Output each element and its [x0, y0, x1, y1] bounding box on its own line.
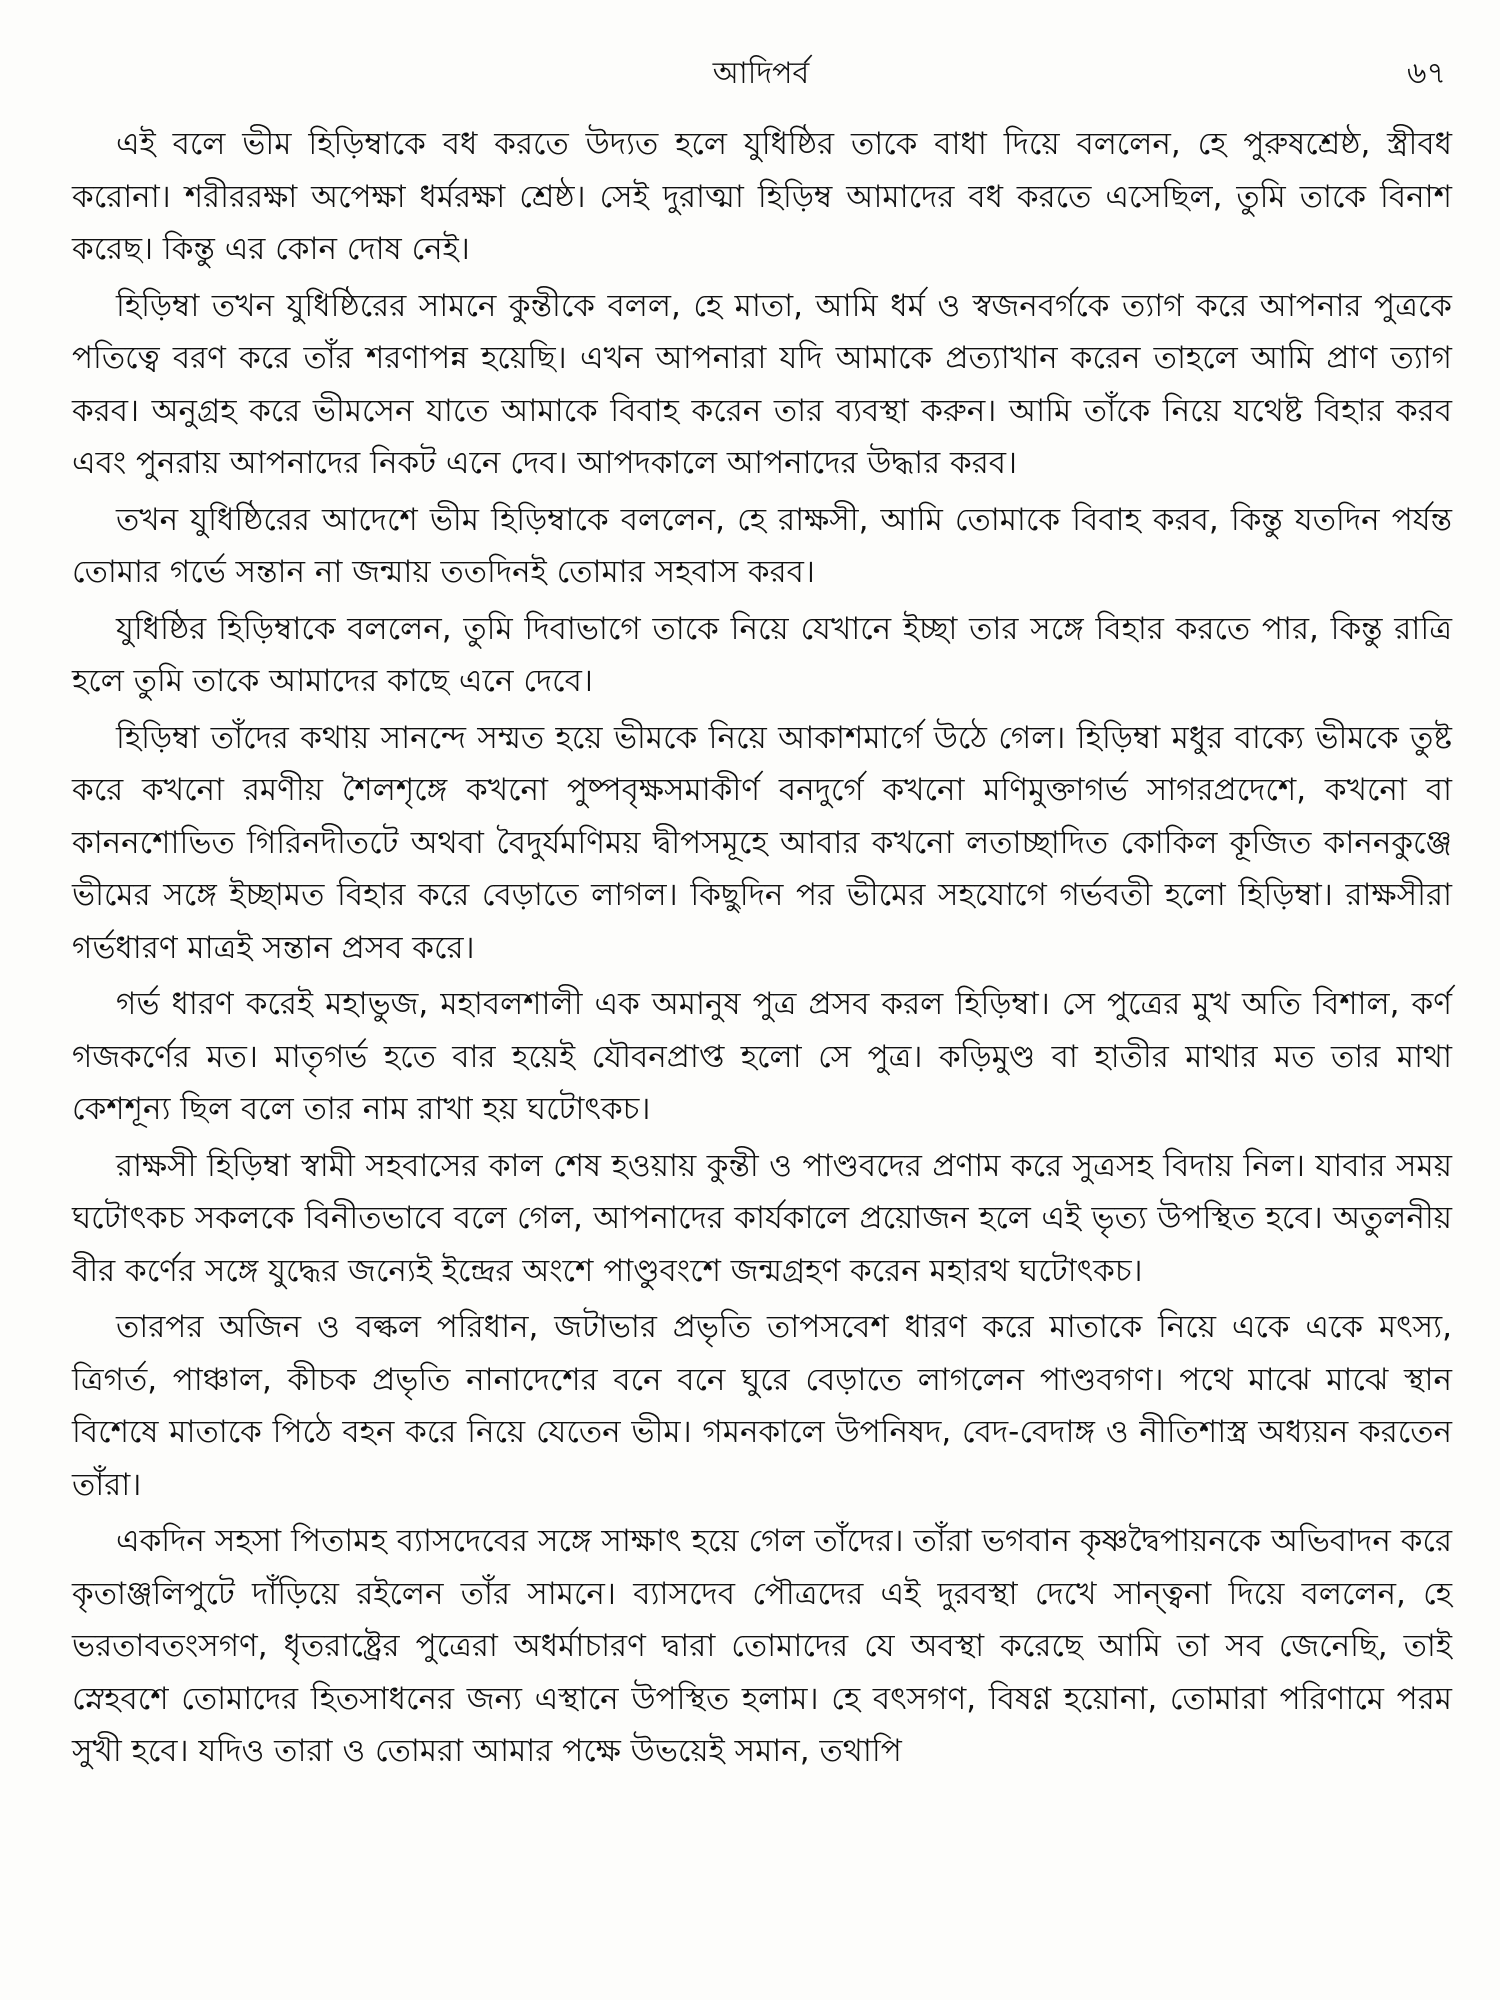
- paragraph: তখন যুধিষ্ঠিরের আদেশে ভীম হিড়িম্বাকে বললেন, হে রাক্ষসী, আমি তোমাকে বিবাহ করব, কিন্তু যতদিন পর্যন্ত তোমার গর্ভে সন্তান না জন্মায় ততদিনই তোমার সহবাস করব।: [72, 501, 1452, 590]
- paragraph: যুধিষ্ঠির হিড়িম্বাকে বললেন, তুমি দিবাভাগে তাকে নিয়ে যেখানে ইচ্ছা তার সঙ্গে বিহার করতে পার, কিন্তু রাত্রি হলে তুমি তাকে আমাদের কাছে এনে দেবে।: [72, 610, 1452, 699]
- paragraph: রাক্ষসী হিড়িম্বা স্বামী সহবাসের কাল শেষ হওয়ায় কুন্তী ও পাণ্ডবদের প্রণাম করে সুত্রসহ বিদায় নিল। যাবার সময় ঘটোৎকচ সকলকে বিনীতভাবে বলে গেল, আপনাদের কার্যকালে প্রয়োজন হলে এই ভৃত্য উপস্থিত হবে। অতুলনীয় বীর কর্ণের সঙ্গে যুদ্ধের জন্যেই ইন্দ্রের অংশে পাণ্ডুবংশে জন্মগ্রহণ করেন মহারথ ঘটোৎকচ।: [72, 1147, 1452, 1289]
- paragraph: গর্ভ ধারণ করেই মহাভুজ, মহাবলশালী এক অমানুষ পুত্র প্রসব করল হিড়িম্বা। সে পুত্রের মুখ অতি বিশাল, কর্ণ গজকর্ণের মত। মাতৃগর্ভ হতে বার হয়েই যৌবনপ্রাপ্ত হলো সে পুত্র। কড়িমুণ্ড বা হাতীর মাথার মত তার মাথা কেশশূন্য ছিল বলে তার নাম রাখা হয় ঘটোৎকচ।: [72, 986, 1452, 1127]
- page-number: ৬৭: [1406, 56, 1446, 91]
- paragraph: এই বলে ভীম হিড়িম্বাকে বধ করতে উদ্যত হলে যুধিষ্ঠির তাকে বাধা দিয়ে বললেন, হে পুরুষশ্রেষ্ঠ, স্ত্রীবধ করোনা। শরীররক্ষা অপেক্ষা ধর্মরক্ষা শ্রেষ্ঠ। সেই দুরাত্মা হিড়িম্ব আমাদের বধ করতে এসেছিল, তুমি তাকে বিনাশ করেছ। কিন্তু এর কোন দোষ নেই।: [72, 126, 1452, 267]
- paragraph: তারপর অজিন ও বল্কল পরিধান, জটাভার প্রভৃতি তাপসবেশ ধারণ করে মাতাকে নিয়ে একে একে মৎস্য, ত্রিগর্ত, পাঞ্চাল, কীচক প্রভৃতি নানাদেশের বনে বনে ঘুরে বেড়াতে লাগলেন পাণ্ডবগণ। পথে মাঝে মাঝে স্থান বিশেষে মাতাকে পিঠে বহন করে নিয়ে যেতেন ভীম। গমনকালে উপনিষদ, বেদ-বেদাঙ্গ ও নীতিশাস্ত্র অধ্যয়ন করতেন তাঁরা।: [72, 1309, 1452, 1503]
- body-text: [72, 118, 1452, 1782]
- paragraph: হিড়িম্বা তাঁদের কথায় সানন্দে সম্মত হয়ে ভীমকে নিয়ে আকাশমার্গে উঠে গেল। হিড়িম্বা মধুর বাক্যে ভীমকে তুষ্ট করে কখনো রমণীয় শৈলশৃঙ্গে কখনো পুষ্পবৃক্ষসমাকীর্ণ বনদুর্গে কখনো মণিমুক্তাগর্ভ সাগরপ্রদেশে, কখনো বা কাননশোভিত গিরিনদীতটে অথবা বৈদুর্যমণিময় দ্বীপসমূহে আবার কখনো লতাচ্ছাদিত কোকিল কূজিত কাননকুঞ্জে ভীমের সঙ্গে ইচ্ছামত বিহার করে বেড়াতে লাগল। কিছুদিন পর ভীমের সহযোগে গর্ভবতী হলো হিড়িম্বা। রাক্ষসীরা গর্ভধারণ মাত্রই সন্তান প্রসব করে।: [72, 719, 1452, 966]
- paragraph: হিড়িম্বা তখন যুধিষ্ঠিরের সামনে কুন্তীকে বলল, হে মাতা, আমি ধর্ম ও স্বজনবর্গকে ত্যাগ করে আপনার পুত্রকে পতিত্বে বরণ করে তাঁর শরণাপন্ন হয়েছি। এখন আপনারা যদি আমাকে প্রত্যাখান করেন তাহলে আমি প্রাণ ত্যাগ করব। অনুগ্রহ করে ভীমসেন যাতে আমাকে বিবাহ করেন তার ব্যবস্থা করুন। আমি তাঁকে নিয়ে যথেষ্ট বিহার করব এবং পুনরায় আপনাদের নিকট এনে দেব। আপদকালে আপনাদের উদ্ধার করব।: [72, 287, 1452, 481]
- running-title: আদিপর্ব: [712, 56, 810, 91]
- page-header: [76, 52, 1446, 102]
- paragraph: একদিন সহসা পিতামহ ব্যাসদেবের সঙ্গে সাক্ষাৎ হয়ে গেল তাঁদের। তাঁরা ভগবান কৃষ্ণদ্বৈপায়নকে অভিবাদন করে কৃতাঞ্জলিপুটে দাঁড়িয়ে রইলেন তাঁর সামনে। ব্যাসদেব পৌত্রদের এই দুরবস্থা দেখে সান্ত্বনা দিয়ে বললেন, হে ভরতাবতংসগণ, ধৃতরাষ্ট্রের পুত্রেরা অধর্মাচারণ দ্বারা তোমাদের যে অবস্থা করেছে আমি তা সব জেনেছি, তাই স্নেহবশে তোমাদের হিতসাধনের জন্য এস্থানে উপস্থিত হলাম। হে বৎসগণ, বিষণ্ণ হয়োনা, তোমারা পরিণামে পরম সুখী হবে। যদিও তারা ও তোমরা আমার পক্ষে উভয়েই সমান, তথাপি: [72, 1523, 1452, 1769]
